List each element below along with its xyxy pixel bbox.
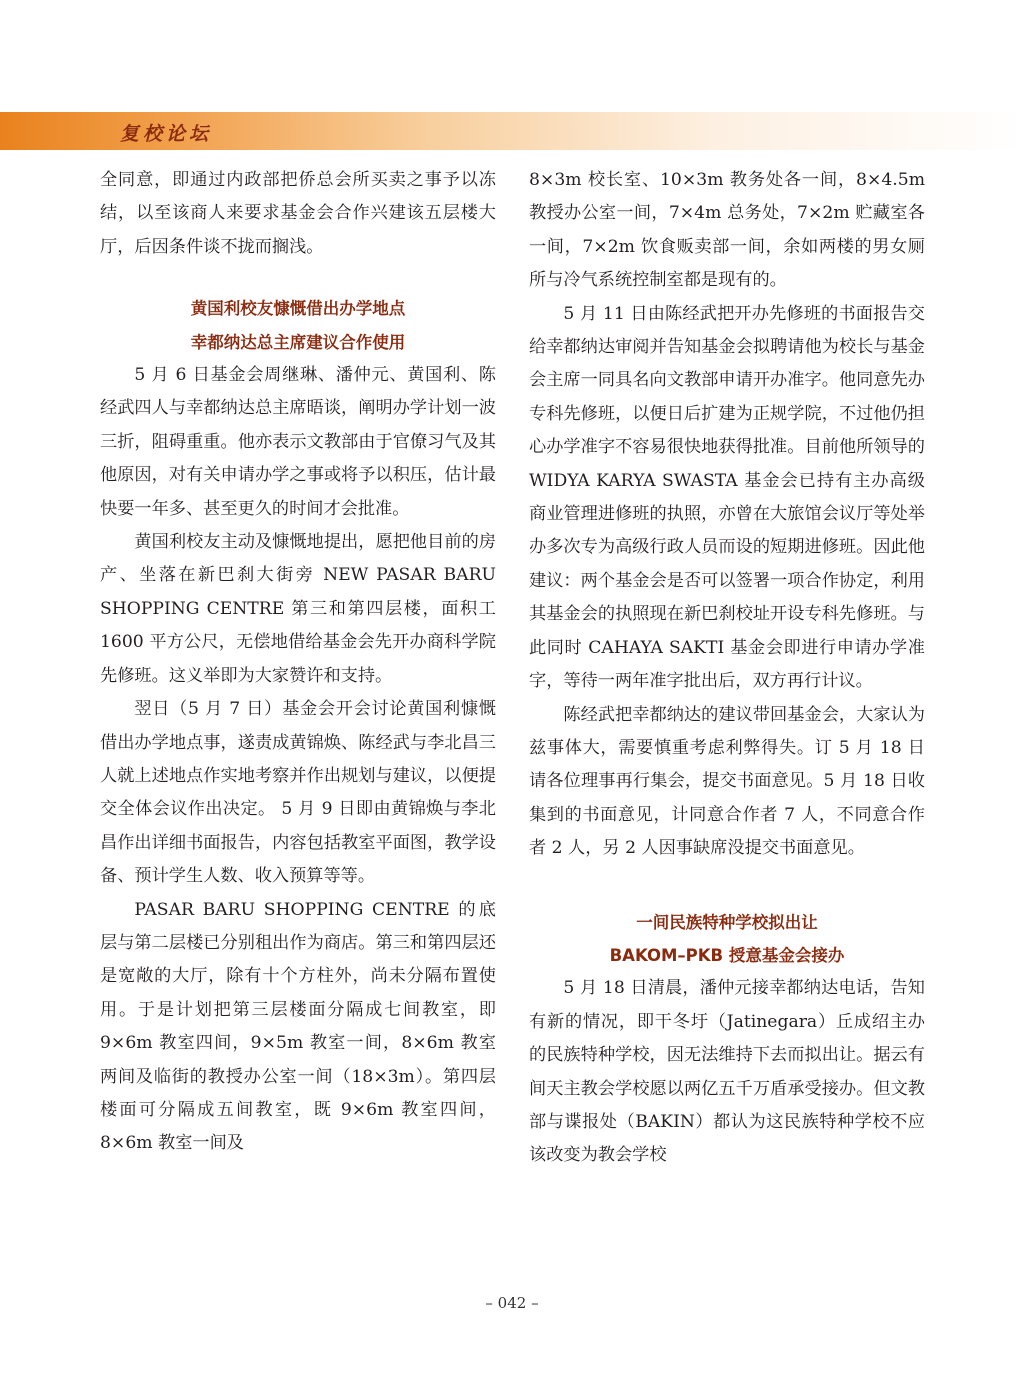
paragraph: 5 月 11 日由陈经武把开办先修班的书面报告交给幸都纳达审阅并告知基金会拟聘请他为校长与基金会主席一同具名向文教部申请开办准字。他同意先办专科先修班，以便日后扩建为正规学院，不过他仍担心办学准字不容易很快地获得批准。目前他所领导的 WIDYA KARYA SWASTA 基金会已持有主办高级商业管理进修班的执照，亦曾在大旅馆会议厅等处举办多次专为高级行政人员而设的短期进修班。因此他建议：两个基金会是否可以签署一项合作协定，利用其基金会的执照现在新巴刹校址开设专科先修班。与此同时 CAHAYA SAKTI 基金会即进行申请办学准字，等待一两年准字批出后，双方再行计议。: [529, 303, 925, 692]
spacer: [529, 866, 925, 906]
section-heading: 幸都纳达总主席建议合作使用: [190, 332, 406, 352]
section-title: 复校论坛: [120, 123, 213, 145]
paragraph: 陈经武把幸都纳达的建议带回基金会，大家认为兹事体大，需要慎重考虑利弊得失。订 5 月 18 日请各位理事再行集会，提交书面意见。5 月 18 日收集到的书面意见，计同意合作者 7 人，不同意合作者 2 人，另 2 人因事缺席没提交书面意见。: [529, 704, 925, 859]
left-column: [100, 164, 496, 1161]
paragraph: 5 月 18 日清晨，潘仲元接幸都纳达电话，告知有新的情况，即干冬圩（Jatinegara）丘成绍主办的民族特种学校，因无法维持下去而拟出让。据云有间天主教会学校愿以两亿五千万盾承受接办。但文教部与谍报处（BAKIN）都认为这民族特种学校不应该改变为教会学校: [529, 978, 925, 1166]
section-heading: 黄国利校友慷慨借出办学地点: [190, 299, 406, 319]
paragraph: 5 月 6 日基金会周继琳、潘仲元、黄国利、陈经武四人与幸都纳达总主席晤谈，阐明办学计划一波三折，阻碍重重。他亦表示文教部由于官僚习气及其他原因，对有关申请办学之事或将予以积压，估计最快要一年多、甚至更久的时间才会批准。: [100, 365, 496, 519]
right-column: [529, 164, 925, 1173]
spacer: [100, 264, 496, 292]
paragraph: 翌日（5 月 7 日）基金会开会讨论黄国利慷慨借出办学地点事，遂责成黄锦焕、陈经武与李北昌三人就上述地点作实地考察并作出规划与建议，以便提交全体会议作出决定。 5 月 9 日即由黄锦焕与李北昌作出详细书面报告，内容包括教室平面图，教学设备、预计学生人数、收入预算等等。: [100, 699, 496, 887]
paragraph: 全同意，即通过内政部把侨总会所买卖之事予以冻结，以至该商人来要求基金会合作兴建该五层楼大厅，后因条件谈不拢而搁浅。: [100, 170, 496, 257]
page-number: – 042 –: [485, 1294, 539, 1312]
paragraph: 8×3m 校长室、10×3m 教务处各一间，8×4.5m 教授办公室一间，7×4m 总务处，7×2m 贮藏室各一间，7×2m 饮食贩卖部一间，余如两楼的男女厕所与冷气系统控制室都是现有的。: [529, 170, 925, 291]
section-heading: BAKOM–PKB 授意基金会接办: [609, 945, 845, 965]
paragraph: PASAR BARU SHOPPING CENTRE 的底层与第二层楼已分别租出作为商店。第三和第四层还是宽敞的大厅，除有十个方柱外，尚未分隔布置使用。于是计划把第三层楼面分隔成七间教室，即 9×6m 教室四间，9×5m 教室一间，8×6m 教室两间及临街的教授办公室一间（18×3m）。第四层楼面可分隔成五间教室，既 9×6m 教室四间，8×6m 教室一间及: [100, 899, 496, 1154]
paragraph: 黄国利校友主动及慷慨地提出，愿把他目前的房产、坐落在新巴刹大街旁 NEW PASAR BARU SHOPPING CENTRE 第三和第四层楼，面积工 1600 平方公尺，无偿地借给基金会先开办商科学院先修班。这义举即为大家赞许和支持。: [100, 532, 496, 686]
section-heading: 一间民族特种学校拟出让: [636, 912, 818, 932]
